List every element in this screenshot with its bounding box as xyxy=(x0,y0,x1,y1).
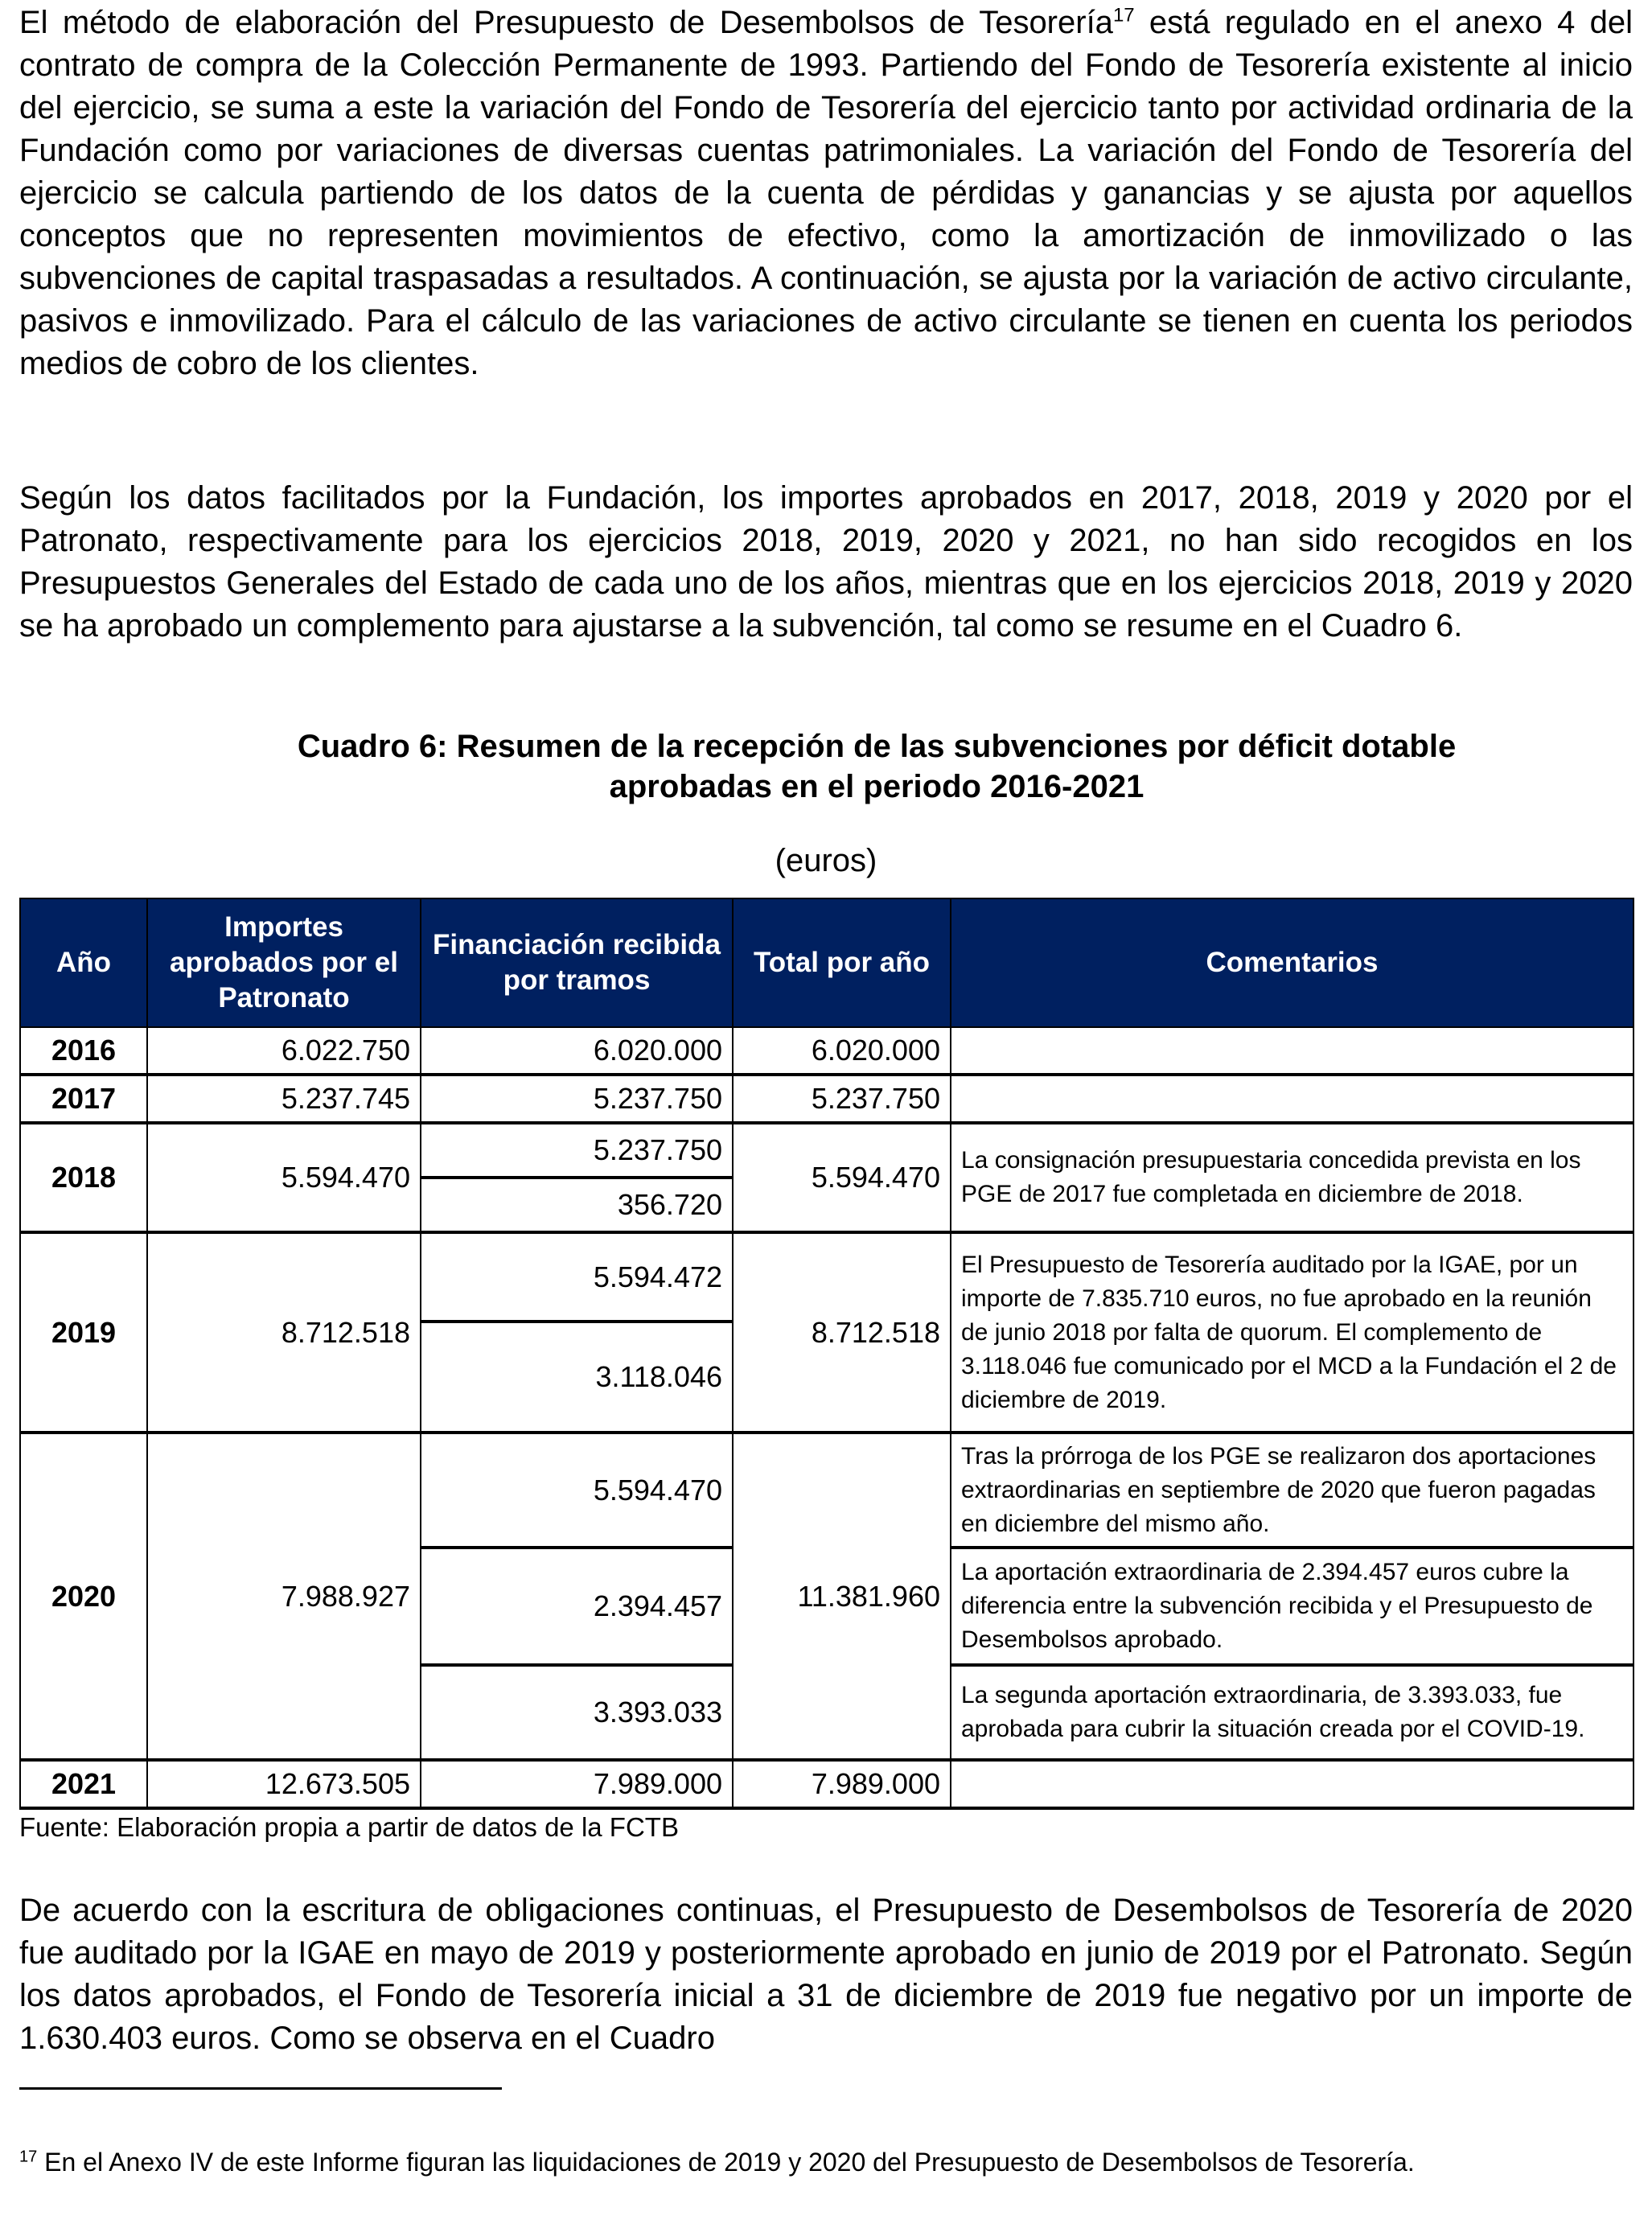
cell-approved: 6.022.750 xyxy=(147,1027,421,1075)
cell-year: 2018 xyxy=(20,1123,147,1232)
cell-comment xyxy=(951,1027,1634,1075)
paragraph-data-summary: Según los datos facilitados por la Fundación, los importes aprobados en 2017, 2018, 2019 y 2020 por el Patronato, respectivamente para los ejercicios 2018, 2019, 2020 y 2021, no han sido recogidos en los Presupuestos Generales del Estado de cada uno de los años, mientras que en los ejercicios 2018, 2019 y 2020 se ha aprobado un complemento para ajustarse a la subvención, tal como se resume en el Cuadro 6. xyxy=(19,480,1633,643)
paragraph-text: está regulado en el anexo 4 del contrato de compra de la Colección Permanente de 1993. Partiendo del Fondo de Tesorería existente al inicio del ejercicio, se suma a este la variación del Fondo de Tesorería del ejercicio tanto por actividad ordinaria de la Fundación como por variaciones de diversas cuentas patrimoniales. La variación del Fondo de Tesorería del ejercicio se calcula partiendo de los datos de la cuenta de pérdidas y ganancias y se ajusta por aquellos conceptos que no representen movimientos de efectivo, como la amortización de inmovilizado o las subvenciones de capital traspasadas a resultados. A continuación, se ajusta por la variación de activo circulante, pasivos e inmovilizado. Para el cálculo de las variaciones de activo circulante se tienen en cuenta los periodos medios de cobro de los clientes. xyxy=(19,5,1633,381)
footnote-text: En el Anexo IV de este Informe figuran las liquidaciones de 2019 y 2020 del Presupuesto de Desembolsos de Tesorería. xyxy=(37,2148,1415,2177)
cell-tranche: 5.594.470 xyxy=(421,1433,733,1548)
cell-year: 2021 xyxy=(20,1760,147,1808)
cell-comment: La aportación extraordinaria de 2.394.457 euros cubre la diferencia entre la subvención recibida y el Presupuesto de Desembolsos aprobado. xyxy=(951,1548,1634,1665)
header-comments: Comentarios xyxy=(951,898,1634,1027)
cell-approved: 5.594.470 xyxy=(147,1123,421,1232)
cell-comment xyxy=(951,1760,1634,1808)
cell-total: 5.594.470 xyxy=(733,1123,951,1232)
cell-approved: 12.673.505 xyxy=(147,1760,421,1808)
cell-tranche: 6.020.000 xyxy=(421,1027,733,1075)
cell-comment: El Presupuesto de Tesorería auditado por la IGAE, por un importe de 7.835.710 euros, no fue aprobado en la reunión de junio 2018 por falta de quorum. El complemento de 3.118.046 fue comunicado por el MCD a la Fundación el 2 de diciembre de 2019. xyxy=(951,1232,1634,1433)
cell-tranche: 2.394.457 xyxy=(421,1548,733,1665)
table-units: (euros) xyxy=(775,843,877,878)
cell-total: 11.381.960 xyxy=(733,1433,951,1760)
table-row-2018 xyxy=(20,1123,1634,1178)
cell-year: 2017 xyxy=(20,1075,147,1123)
footnote-number: 17 xyxy=(19,2148,38,2166)
cell-tranche: 356.720 xyxy=(421,1178,733,1232)
cell-year: 2019 xyxy=(20,1232,147,1433)
table-row-2017 xyxy=(20,1075,1634,1123)
cell-tranche: 3.118.046 xyxy=(421,1322,733,1433)
table-row-2019 xyxy=(20,1232,1634,1322)
header-approved-amounts: Importes aprobados por el Patronato xyxy=(147,898,421,1027)
table-row-2016 xyxy=(20,1027,1634,1075)
cell-approved: 5.237.745 xyxy=(147,1075,421,1123)
cell-comment: Tras la prórroga de los PGE se realizaron dos aportaciones extraordinarias en septiembre de 2020 que fueron pagadas en diciembre del mismo año. xyxy=(951,1433,1634,1548)
paragraph-audit: De acuerdo con la escritura de obligaciones continuas, el Presupuesto de Desembolsos de Tesorería de 2020 fue auditado por la IGAE en mayo de 2019 y posteriormente aprobado en junio de 2019 por el Patronato. Según los datos aprobados, el Fondo de Tesorería inicial a 31 de diciembre de 2019 fue negativo por un importe de 1.630.403 euros. Como se observa en el Cuadro xyxy=(19,1893,1633,2056)
cell-comment xyxy=(951,1075,1634,1123)
table-title-line2: aprobadas en el periodo 2016-2021 xyxy=(609,769,1144,804)
footnote-separator xyxy=(19,2087,502,2090)
cell-approved: 7.988.927 xyxy=(147,1433,421,1760)
paragraph-method xyxy=(19,2,1633,385)
cell-total: 5.237.750 xyxy=(733,1075,951,1123)
cell-tranche: 5.594.472 xyxy=(421,1232,733,1322)
cell-comment: La consignación presupuestaria concedida prevista en los PGE de 2017 fue completada en diciembre de 2018. xyxy=(951,1123,1634,1232)
cell-year: 2020 xyxy=(20,1433,147,1760)
header-total-per-year: Total por año xyxy=(733,898,951,1027)
table-row-2021 xyxy=(20,1760,1634,1808)
footnote-reference[interactable]: 17 xyxy=(1112,4,1135,27)
footnote xyxy=(19,2146,1636,2178)
cell-total: 8.712.518 xyxy=(733,1232,951,1433)
cell-tranche: 3.393.033 xyxy=(421,1665,733,1760)
table-title-line1: : Resumen de la recepción de las subvenciones por déficit dotable xyxy=(437,729,1457,764)
cell-total: 7.989.000 xyxy=(733,1760,951,1808)
cell-tranche: 5.237.750 xyxy=(421,1123,733,1178)
table-header-row xyxy=(20,898,1634,1027)
table-source: Fuente: Elaboración propia a partir de datos de la FCTB xyxy=(19,1812,679,1842)
header-year: Año xyxy=(20,898,147,1027)
cell-tranche: 5.237.750 xyxy=(421,1075,733,1123)
cell-approved: 8.712.518 xyxy=(147,1232,421,1433)
paragraph-text: El método de elaboración del Presupuesto de Desembolsos de Tesorería xyxy=(19,5,1113,40)
cell-total: 6.020.000 xyxy=(733,1027,951,1075)
header-funding-tranches: Financiación recibida por tramos xyxy=(421,898,733,1027)
table-label: Cuadro 6 xyxy=(297,729,438,764)
subsidies-table xyxy=(19,898,1634,1810)
cell-tranche: 7.989.000 xyxy=(421,1760,733,1808)
cell-comment: La segunda aportación extraordinaria, de 3.393.033, fue aprobada para cubrir la situación creada por el COVID-19. xyxy=(951,1665,1634,1760)
table-row-2020 xyxy=(20,1433,1634,1548)
cell-year: 2016 xyxy=(20,1027,147,1075)
table-caption xyxy=(161,726,1592,807)
